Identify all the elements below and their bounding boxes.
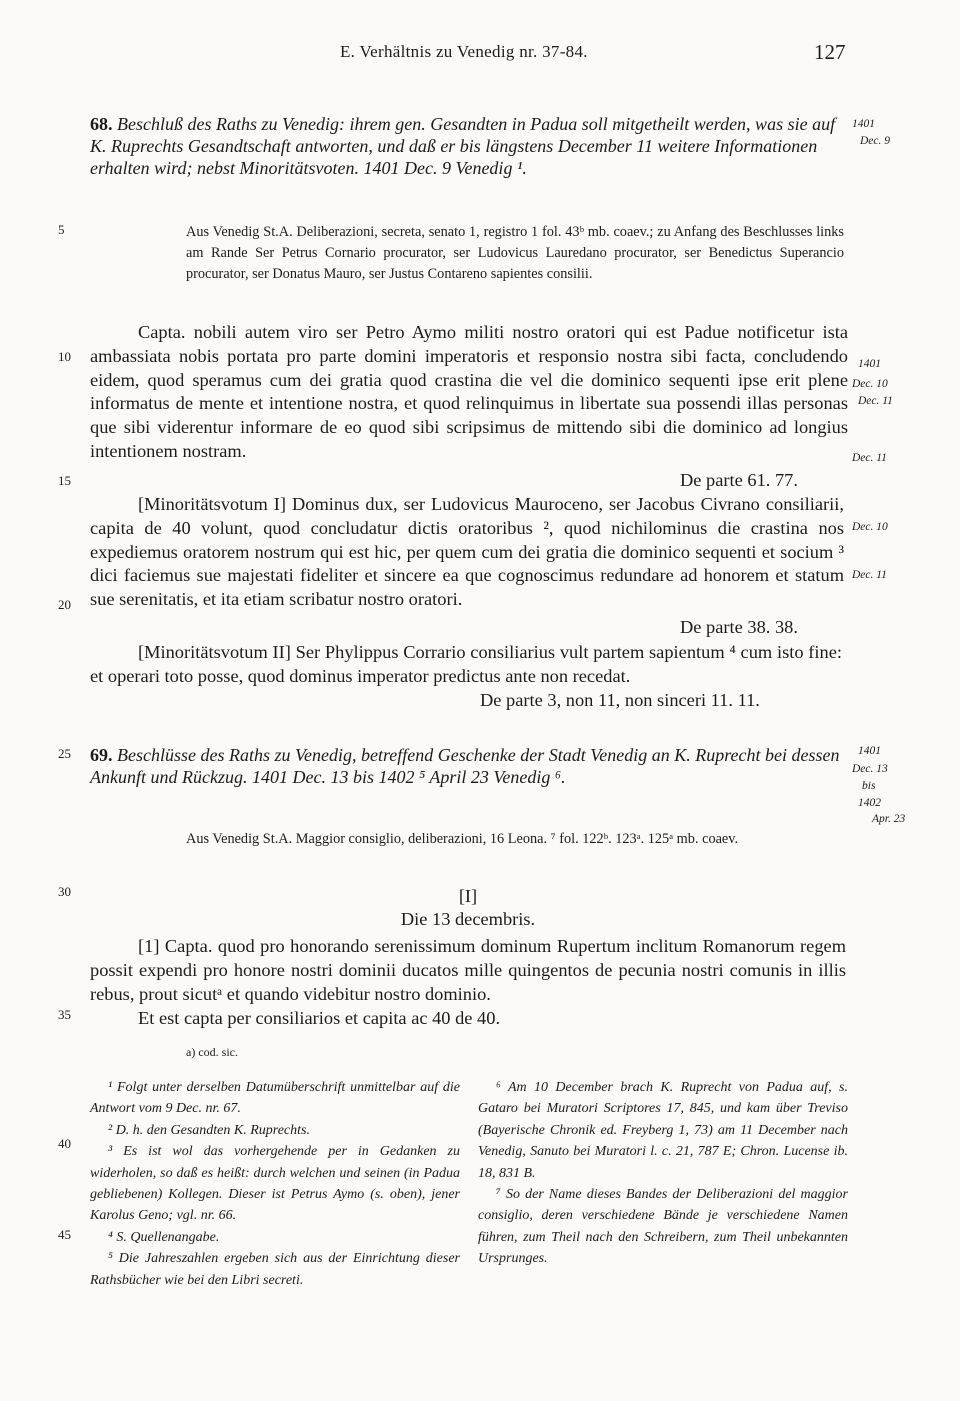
margin-date: Dec. 10 (852, 521, 888, 533)
doc69-heading-text: Beschlüsse des Raths zu Venedig, betreffend Geschenke der Stadt Venedig an K. Ruprecht bei dessen Ankunft und Rückzug. 1401 Dec. 13 bis 1402 ⁵ April 23 Venedig ⁶. (90, 745, 840, 787)
doc68-source: Aus Venedig St.A. Deliberazioni, secreta, senato 1, registro 1 fol. 43ᵇ mb. coaev.; zu Anfang des Beschlusses links am Rande Ser Petrus Cornario procurator, ser Ludovicus Lauredano procurator, ser Benedictus Superancio procurator, ser Donatus Mauro, ser Justus Contareno sapientes consilii. (186, 224, 844, 282)
line-number: 35 (58, 1007, 71, 1022)
page-number: 127 (814, 40, 846, 64)
doc68-vote-3: De parte 3, non 11, non sinceri 11. 11. (480, 690, 760, 710)
footnote-5: ⁵ Die Jahreszahlen ergeben sich aus der Einrichtung dieser Rathsbücher wie bei den Libri secreti. (90, 1251, 460, 1288)
footnotes-right (478, 1077, 848, 1270)
doc68-minority-vote-2: [Minoritätsvotum II] Ser Phylippus Corrario consiliarius vult partem sapientum ⁴ cum isto fine: et operari toto posse, quod dominus imperator predictus ante non recedat. (90, 642, 842, 686)
doc68-paragraph-1: Capta. nobili autem viro ser Petro Aymo militi nostro oratori qui est Padue notificetur ista ambassiata nobis portata pro parte domini imperatoris et responsio nostra sibi facta, concludendo eidem, quod speramus cum dei gratia quod crastina die vel die dominico sequenti ipse erit plene informatus de mente et intentione nostra, et quod relinquimus in libertate sua possendi illas personas que sibi viderentur informare de eo quod sibi scripsimus de mittendo sibi die dominico ad longius intentionem nostram. (90, 322, 848, 461)
critical-apparatus: a) cod. sic. (186, 1045, 238, 1059)
margin-date: bis (862, 780, 876, 792)
footnotes-left (90, 1077, 460, 1291)
margin-date: 1401 (852, 118, 875, 130)
line-number: 10 (58, 349, 71, 364)
line-number: 45 (58, 1227, 71, 1242)
margin-date: Dec. 11 (858, 395, 893, 407)
doc68-heading-text: Beschluß des Raths zu Venedig: ihrem gen. Gesandten in Padua soll mitgetheilt werden, was sie auf K. Ruprechts Gesandtschaft antworten, und daß er bis längstens December 11 weitere Informationen erhalten wird; nebst Minoritätsvoten. 1401 Dec. 9 Venedig ¹. (90, 114, 836, 178)
line-number: 15 (58, 473, 71, 488)
line-number: 5 (58, 222, 65, 237)
footnote-3: ³ Es ist wol das vorhergehende per in Gedanken zu widerholen, so daß es heißt: durch welchen und seinen (in Padua gebliebenen) Kollegen. Dieser ist Petrus Aymo (s. oben), jener Karolus Geno; vgl. nr. 66. (90, 1144, 460, 1224)
footnote-2: ² D. h. den Gesandten K. Ruprechts. (108, 1122, 310, 1138)
margin-date: 1402 (858, 797, 881, 809)
page-header (0, 42, 960, 72)
margin-date: Dec. 11 (852, 452, 887, 464)
margin-date: Dec. 11 (852, 569, 887, 581)
footnote-1: ¹ Folgt unter derselben Datumüberschrift unmittelbar auf die Antwort vom 9 Dec. nr. 67. (90, 1080, 460, 1117)
line-number: 20 (58, 597, 71, 612)
section-marker: [I] (458, 886, 478, 906)
doc69-heading (90, 744, 842, 788)
doc69-number: 69. (90, 745, 113, 765)
doc68-heading (90, 113, 842, 179)
margin-date: 1401 (858, 745, 881, 757)
footnote-4: ⁴ S. Quellenangabe. (108, 1229, 220, 1245)
section-date: Die 13 decembris. (400, 909, 536, 929)
doc68-vote-1: De parte 61. 77. (680, 470, 798, 490)
doc69-paragraph-1: [1] Capta. quod pro honorando serenissimum dominum Rupertum inclitum Romanorum regem possit expendi pro honore nostri dominii ducatos mille quingentos de pecunia nostri comunis in illis rebus, prout sicutᵃ et quando videbitur nostro dominio. (90, 936, 846, 1004)
margin-date: 1401 (858, 358, 881, 370)
line-number: 40 (58, 1136, 71, 1151)
margin-date: Dec. 9 (860, 135, 891, 147)
running-title: E. Verhältnis zu Venedig nr. 37-84. (340, 42, 588, 61)
line-number: 30 (58, 884, 71, 899)
margin-date: Dec. 13 (852, 763, 888, 775)
doc68-minority-vote-1: [Minoritätsvotum I] Dominus dux, ser Ludovicus Mauroceno, ser Jacobus Civrano consiliarii, capita de 40 volunt, quod concludatur dictis oratoribus ², quod nichilominus die crastina nos expediemus oratorem nostrum qui est hic, per quem cum dei gratia die dominico sequenti et socium ³ dici faciemus sue majestati fideliter et sincere ea que cognoscimus redundare ad honorem et statum sue serenitatis, et ita etiam scribatur nostro oratori. (90, 494, 844, 610)
doc68-number: 68. (90, 114, 113, 134)
doc68-vote-2: De parte 38. 38. (680, 617, 798, 637)
doc69-source: Aus Venedig St.A. Maggior consiglio, deliberazioni, 16 Leona. ⁷ fol. 122ᵇ. 123ᵃ. 125ᵃ mb. coaev. (186, 831, 739, 847)
doc69-paragraph-2: Et est capta per consiliarios et capita ac 40 de 40. (138, 1008, 501, 1028)
margin-date: Dec. 10 (852, 378, 888, 390)
footnote-7: ⁷ So der Name dieses Bandes der Deliberazioni del maggior consiglio, deren verschiedene Bände je verschiedene Namen führen, zum Theil nach den Schreibern, zum Theil unbekannten Ursprunges. (478, 1187, 848, 1267)
margin-date: Apr. 23 (872, 813, 906, 825)
footnote-6: ⁶ Am 10 December brach K. Ruprecht von Padua auf, s. Gataro bei Muratori Scriptores 17, 845, und kam über Treviso (Bayerische Chronik ed. Freyberg 1, 73) am 11 December nach Venedig, Sanuto bei Muratori l. c. 21, 787 E; Chron. Lucense ib. 18, 831 B. (478, 1080, 848, 1181)
line-number: 25 (58, 746, 71, 761)
